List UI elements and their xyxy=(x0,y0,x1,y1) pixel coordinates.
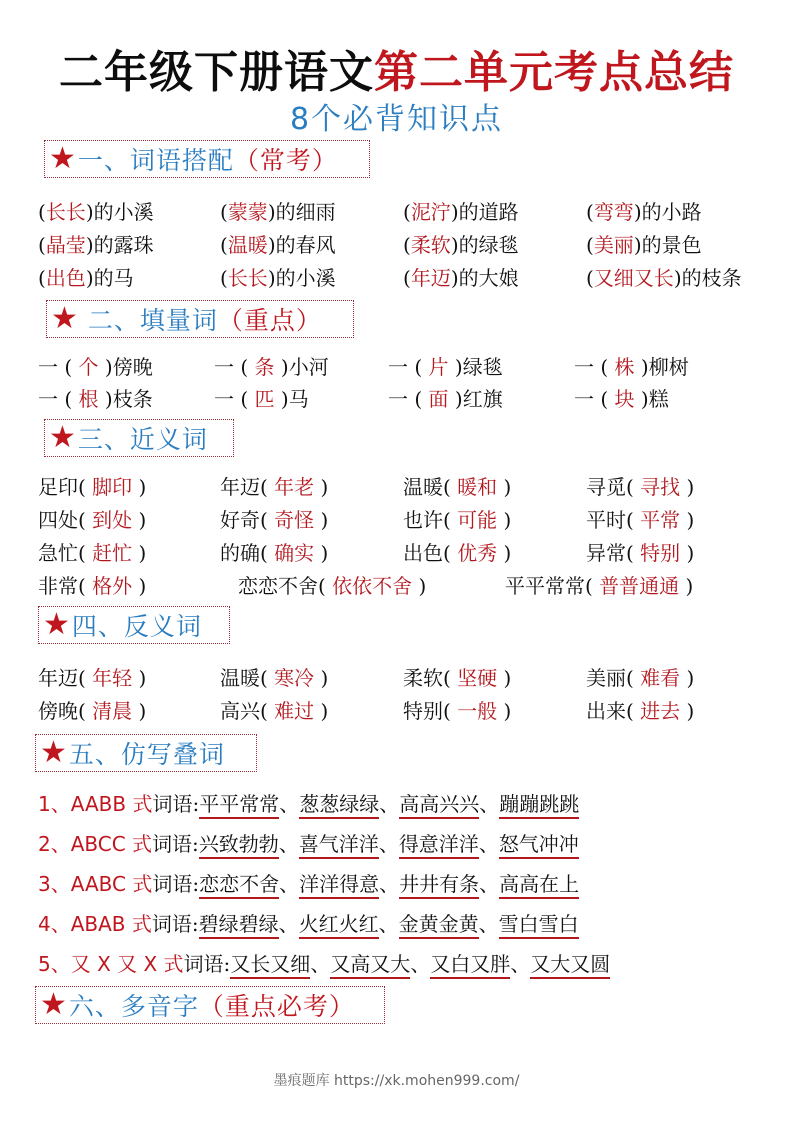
answer: 晶莹 xyxy=(45,233,86,257)
example-word: 又长又细 xyxy=(230,952,310,979)
words-label: 词语: xyxy=(151,912,199,936)
paren: ) xyxy=(680,508,695,532)
measure-word-item xyxy=(388,385,503,413)
answer: 坚硬 xyxy=(457,666,498,690)
one: 一 ( xyxy=(214,355,255,379)
collocation-item xyxy=(586,231,702,259)
synonym-item xyxy=(38,473,146,501)
separator: 、 xyxy=(379,872,400,896)
phrase: 的道路 xyxy=(458,200,519,224)
answer: 难看 xyxy=(640,666,681,690)
word: 高兴( xyxy=(220,699,275,723)
phrase: 的露珠 xyxy=(93,233,154,257)
pattern-label: 4、ABAB 式 xyxy=(38,912,152,936)
answer: 长长 xyxy=(45,200,86,224)
antonym-item xyxy=(38,697,146,725)
paren: ) xyxy=(497,508,512,532)
phrase: 的绿毯 xyxy=(458,233,519,257)
section-header-antonyms xyxy=(38,606,230,644)
collocation-item xyxy=(586,264,742,292)
paren: ) xyxy=(314,699,329,723)
word: 非常( xyxy=(38,574,93,598)
answer: 年轻 xyxy=(92,666,133,690)
star-icon: ★ xyxy=(43,607,70,642)
section-header-collocation xyxy=(44,140,370,178)
answer: 柔软 xyxy=(410,233,451,257)
paren: ) xyxy=(132,699,147,723)
paren: ) xyxy=(412,574,427,598)
noun: )傍晚 xyxy=(104,355,153,379)
phrase: 的小溪 xyxy=(275,266,336,290)
answer: 片 xyxy=(428,355,455,379)
noun: )枝条 xyxy=(104,387,153,411)
pattern-label: 5、又 X 又 X 式 xyxy=(38,952,184,976)
paren: ( xyxy=(403,200,411,224)
separator: 、 xyxy=(310,952,331,976)
separator: 、 xyxy=(278,832,299,856)
collocation-item xyxy=(403,264,519,292)
synonym-item xyxy=(403,506,511,534)
answer: 根 xyxy=(78,387,105,411)
words-label: 词语: xyxy=(152,872,200,896)
antonym-item xyxy=(403,664,511,692)
noun: )马 xyxy=(280,387,309,411)
paren: ) xyxy=(679,574,694,598)
collocation-item xyxy=(586,198,702,226)
pattern-label: 1、AABB 式 xyxy=(38,792,153,816)
word: 出色( xyxy=(403,541,458,565)
synonym-item xyxy=(586,473,694,501)
section-note: （重点必考） xyxy=(198,992,355,1021)
section-title: 一、词语搭配 xyxy=(77,146,234,175)
title-grade: 二年级下册语文 xyxy=(59,47,374,98)
separator: 、 xyxy=(510,952,531,976)
measure-word-item xyxy=(574,385,669,413)
section-title: 四、反义词 xyxy=(71,612,202,641)
example-word: 井井有条 xyxy=(399,872,479,899)
paren: ) xyxy=(497,475,512,499)
star-icon: ★ xyxy=(40,735,67,770)
separator: 、 xyxy=(279,792,300,816)
example-word: 高高兴兴 xyxy=(399,792,479,819)
word: 异常( xyxy=(586,541,641,565)
separator: 、 xyxy=(478,832,499,856)
paren: ) xyxy=(85,200,94,224)
measure-word-item xyxy=(38,353,153,381)
word: 寻觅( xyxy=(586,475,641,499)
antonym-item xyxy=(586,697,694,725)
separator: 、 xyxy=(378,912,399,936)
section-title: 三、近义词 xyxy=(77,425,208,454)
antonym-item xyxy=(220,664,328,692)
paren: ) xyxy=(680,475,695,499)
paren: ) xyxy=(497,699,512,723)
word: 平时( xyxy=(586,508,641,532)
antonym-item xyxy=(38,664,146,692)
synonym-item xyxy=(403,539,511,567)
antonym-item xyxy=(586,664,694,692)
answer: 美丽 xyxy=(593,233,634,257)
paren: ( xyxy=(220,266,228,290)
one: 一 ( xyxy=(38,387,79,411)
synonym-item xyxy=(586,506,694,534)
example-word: 兴致勃勃 xyxy=(199,832,279,859)
example-word: 恋恋不舍 xyxy=(199,872,279,899)
noun: )柳树 xyxy=(640,355,689,379)
section-title: 六、多音字 xyxy=(68,992,199,1021)
star-icon: ★ xyxy=(49,141,76,176)
answer: 条 xyxy=(254,355,281,379)
word: 温暖( xyxy=(220,666,275,690)
answer: 奇怪 xyxy=(274,508,315,532)
synonym-item xyxy=(220,473,328,501)
paren: ) xyxy=(680,541,695,565)
paren: ) xyxy=(132,666,147,690)
paren: ) xyxy=(267,266,276,290)
reduplication-item xyxy=(38,869,579,899)
word: 平平常常( xyxy=(505,574,600,598)
separator: 、 xyxy=(279,872,300,896)
paren: ) xyxy=(132,574,147,598)
page-subtitle: 8个必背知识点 xyxy=(289,102,504,137)
phrase: 的小路 xyxy=(641,200,702,224)
paren: ) xyxy=(85,266,94,290)
section-header-measure-words xyxy=(46,300,354,338)
paren: ) xyxy=(314,666,329,690)
example-word: 洋洋得意 xyxy=(299,872,379,899)
one: 一 ( xyxy=(214,387,255,411)
phrase: 的大娘 xyxy=(458,266,519,290)
paren: ) xyxy=(633,200,642,224)
collocation-item xyxy=(403,198,519,226)
answer: 赶忙 xyxy=(92,541,133,565)
paren: ) xyxy=(450,266,459,290)
answer: 确实 xyxy=(274,541,315,565)
answer: 暖和 xyxy=(457,475,498,499)
example-word: 又高又大 xyxy=(330,952,410,979)
paren: ) xyxy=(497,541,512,565)
one: 一 ( xyxy=(574,355,615,379)
one: 一 ( xyxy=(388,355,429,379)
answer: 出色 xyxy=(45,266,86,290)
answer: 年老 xyxy=(274,475,315,499)
answer: 长长 xyxy=(227,266,268,290)
synonym-item xyxy=(505,572,693,600)
phrase: 的春风 xyxy=(275,233,336,257)
paren: ) xyxy=(267,200,276,224)
pattern-label: 3、AABC 式 xyxy=(38,872,153,896)
example-word: 高高在上 xyxy=(499,872,579,899)
paren: ) xyxy=(680,699,695,723)
star-icon: ★ xyxy=(40,987,67,1022)
word: 年迈( xyxy=(38,666,93,690)
word: 年迈( xyxy=(220,475,275,499)
measure-word-item xyxy=(38,385,153,413)
answer: 泥泞 xyxy=(410,200,451,224)
paren: ( xyxy=(38,233,46,257)
reduplication-item xyxy=(38,829,579,859)
answer: 面 xyxy=(428,387,455,411)
one: 一 ( xyxy=(388,387,429,411)
example-word: 喜气洋洋 xyxy=(299,832,379,859)
reduplication-item xyxy=(38,789,579,819)
paren: ) xyxy=(314,475,329,499)
word: 柔软( xyxy=(403,666,458,690)
phrase: 的马 xyxy=(93,266,134,290)
example-word: 得意洋洋 xyxy=(399,832,479,859)
example-word: 蹦蹦跳跳 xyxy=(499,792,579,819)
section-title: 二、填量词 xyxy=(87,306,218,335)
word: 温暖( xyxy=(403,475,458,499)
words-label: 词语: xyxy=(152,832,199,856)
collocation-item xyxy=(220,264,336,292)
word: 美丽( xyxy=(586,666,641,690)
answer: 难过 xyxy=(274,699,315,723)
answer: 特别 xyxy=(640,541,681,565)
star-icon: ★ xyxy=(49,420,76,455)
phrase: 的枝条 xyxy=(681,266,742,290)
example-word: 又大又圆 xyxy=(530,952,610,979)
paren: ) xyxy=(680,666,695,690)
paren: ) xyxy=(85,233,94,257)
section-title: 五、仿写叠词 xyxy=(68,740,225,769)
paren: ( xyxy=(220,233,228,257)
example-word: 平平常常 xyxy=(199,792,279,819)
word: 也许( xyxy=(403,508,458,532)
paren: ( xyxy=(586,233,594,257)
measure-word-item xyxy=(214,385,309,413)
collocation-item xyxy=(403,231,519,259)
antonym-item xyxy=(403,697,511,725)
paren: ( xyxy=(586,200,594,224)
word: 特别( xyxy=(403,699,458,723)
word: 急忙( xyxy=(38,541,93,565)
answer: 进去 xyxy=(640,699,681,723)
word: 的确( xyxy=(220,541,275,565)
answer: 块 xyxy=(614,387,641,411)
answer: 寒冷 xyxy=(274,666,315,690)
paren: ) xyxy=(132,508,147,532)
answer: 年迈 xyxy=(410,266,451,290)
collocation-item xyxy=(220,198,336,226)
collocation-item xyxy=(38,198,154,226)
noun: )小河 xyxy=(280,355,329,379)
word: 好奇( xyxy=(220,508,275,532)
example-word: 碧绿碧绿 xyxy=(199,912,279,939)
noun: )糕 xyxy=(640,387,669,411)
reduplication-item xyxy=(38,909,579,939)
noun: )绿毯 xyxy=(454,355,503,379)
paren: ( xyxy=(403,266,411,290)
section-header-synonyms xyxy=(44,419,234,457)
paren: ( xyxy=(586,266,594,290)
example-word: 葱葱绿绿 xyxy=(299,792,379,819)
answer: 格外 xyxy=(92,574,133,598)
answer: 寻找 xyxy=(640,475,681,499)
section-note: （常考） xyxy=(233,146,338,175)
example-word: 火红火红 xyxy=(299,912,379,939)
footer-source: 墨痕题库 https://xk.mohen999.com/ xyxy=(273,1073,520,1089)
example-word: 又白又胖 xyxy=(430,952,510,979)
answer: 温暖 xyxy=(227,233,268,257)
star-icon: ★ xyxy=(51,301,78,336)
collocation-item xyxy=(38,264,134,292)
answer: 清晨 xyxy=(92,699,133,723)
collocation-item xyxy=(38,231,154,259)
synonym-item xyxy=(38,572,146,600)
collocation-item xyxy=(220,231,336,259)
separator: 、 xyxy=(278,912,299,936)
noun: )红旗 xyxy=(454,387,503,411)
answer: 一般 xyxy=(457,699,498,723)
synonym-item xyxy=(238,572,426,600)
phrase: 的小溪 xyxy=(93,200,154,224)
page-title xyxy=(0,36,793,100)
measure-word-item xyxy=(574,353,689,381)
separator: 、 xyxy=(378,832,399,856)
synonym-item xyxy=(220,506,328,534)
word: 足印( xyxy=(38,475,93,499)
example-word: 金黄金黄 xyxy=(399,912,479,939)
paren: ( xyxy=(220,200,228,224)
paren: ( xyxy=(403,233,411,257)
pattern-label: 2、ABCC 式 xyxy=(38,832,153,856)
separator: 、 xyxy=(379,792,400,816)
answer: 依依不舍 xyxy=(332,574,413,598)
words-label: 词语: xyxy=(152,792,200,816)
paren: ) xyxy=(497,666,512,690)
answer: 普普通通 xyxy=(599,574,680,598)
word: 四处( xyxy=(38,508,93,532)
measure-word-item xyxy=(214,353,329,381)
title-unit: 第二单元考点总结 xyxy=(374,47,734,98)
one: 一 ( xyxy=(574,387,615,411)
synonym-item xyxy=(586,539,694,567)
answer: 个 xyxy=(78,355,105,379)
word: 傍晚( xyxy=(38,699,93,723)
phrase: 的细雨 xyxy=(275,200,336,224)
section-header-polyphones xyxy=(35,986,385,1024)
separator: 、 xyxy=(479,792,500,816)
example-word: 雪白雪白 xyxy=(499,912,579,939)
answer: 到处 xyxy=(92,508,133,532)
paren: ) xyxy=(314,541,329,565)
reduplication-item xyxy=(38,949,610,979)
phrase: 的景色 xyxy=(641,233,702,257)
section-header-reduplication xyxy=(35,734,257,772)
paren: ) xyxy=(132,475,147,499)
paren: ) xyxy=(633,233,642,257)
synonym-item xyxy=(38,506,146,534)
paren: ) xyxy=(450,233,459,257)
answer: 株 xyxy=(614,355,641,379)
separator: 、 xyxy=(479,872,500,896)
words-label: 词语: xyxy=(183,952,231,976)
answer: 平常 xyxy=(640,508,681,532)
example-word: 怒气冲冲 xyxy=(499,832,579,859)
answer: 脚印 xyxy=(92,475,133,499)
word: 恋恋不舍( xyxy=(238,574,333,598)
answer: 可能 xyxy=(457,508,498,532)
separator: 、 xyxy=(478,912,499,936)
answer: 匹 xyxy=(254,387,281,411)
synonym-item xyxy=(403,473,511,501)
paren: ( xyxy=(38,266,46,290)
antonym-item xyxy=(220,697,328,725)
paren: ( xyxy=(38,200,46,224)
paren: ) xyxy=(132,541,147,565)
one: 一 ( xyxy=(38,355,79,379)
measure-word-item xyxy=(388,353,503,381)
answer: 蒙蒙 xyxy=(227,200,268,224)
answer: 又细又长 xyxy=(593,266,674,290)
paren: ) xyxy=(450,200,459,224)
paren: ) xyxy=(314,508,329,532)
synonym-item xyxy=(38,539,146,567)
separator: 、 xyxy=(410,952,431,976)
paren: ) xyxy=(673,266,682,290)
word: 出来( xyxy=(586,699,641,723)
answer: 优秀 xyxy=(457,541,498,565)
section-note: （重点） xyxy=(217,306,322,335)
answer: 弯弯 xyxy=(593,200,634,224)
paren: ) xyxy=(267,233,276,257)
synonym-item xyxy=(220,539,328,567)
